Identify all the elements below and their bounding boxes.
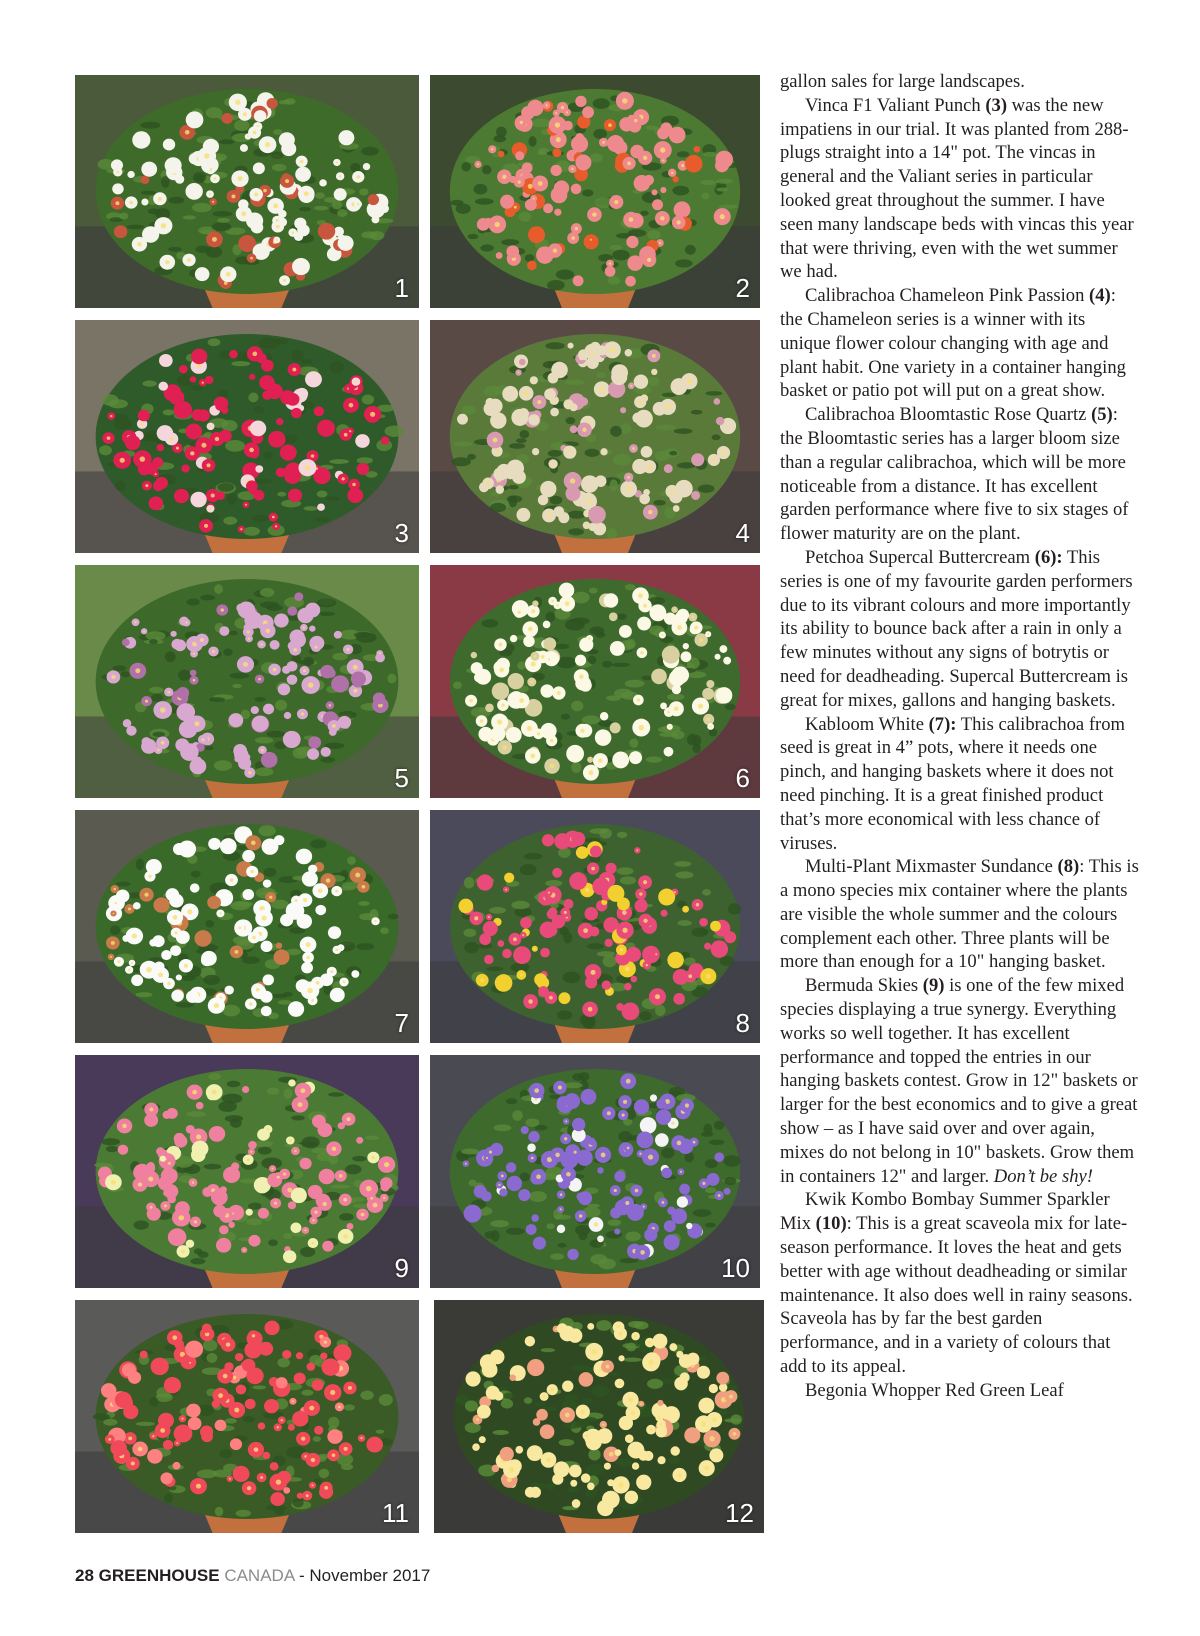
paragraph-text: Multi-Plant Mixmaster Sundance (805, 856, 1058, 878)
issue-date: November 2017 (309, 1566, 431, 1585)
flower-photo-image (75, 565, 419, 798)
photo-1 (75, 75, 419, 308)
paragraph-text: : This is a mono species mix container where the plants are visible the whole summer and the colours complement each other. Three plants will be more than enough for a 10" hanging basket. (780, 856, 1139, 973)
flower-photo-image (434, 1300, 764, 1533)
figure-ref: (5) (1091, 404, 1113, 426)
photo-12 (434, 1300, 764, 1533)
magazine-brand: GREENHOUSE (98, 1566, 220, 1585)
photo-number-label: 12 (725, 1498, 754, 1528)
paragraph-text: Kabloom White (805, 713, 929, 735)
photo-9 (75, 1055, 419, 1288)
photo-4 (430, 320, 760, 553)
photo-number-label: 4 (735, 518, 750, 548)
article-paragraph (780, 974, 1140, 1188)
flower-photo-image (430, 565, 760, 798)
page-number: 28 (75, 1566, 94, 1585)
photo-11 (75, 1300, 419, 1533)
figure-ref: (4) (1089, 285, 1111, 307)
article-paragraph (780, 1188, 1140, 1378)
photo-number-label: 8 (735, 1008, 750, 1038)
footer-separator: - (298, 1566, 305, 1585)
paragraph-text: Calibrachoa Chameleon Pink Passion (805, 285, 1090, 307)
paragraph-text: Bermuda Skies (805, 975, 923, 997)
photo-6 (430, 565, 760, 798)
flower-photo-image (75, 320, 419, 553)
paragraph-text: gallon sales for large landscapes. (780, 71, 1025, 92)
paragraph-text: was the new impatiens in our trial. It was planted from 288-plugs straight into a 14" pot. The vincas in general and the Valiant series in particular looked great throughout the summer. I have seen many landscape beds with vincas this year that were thriving, even with the wet summer we had. (780, 94, 1134, 283)
article-paragraph (780, 855, 1140, 974)
figure-ref: (8) (1057, 856, 1080, 878)
photo-5 (75, 565, 419, 798)
photo-number-label: 11 (382, 1498, 409, 1528)
photo-number-label: 3 (394, 518, 409, 548)
figure-ref: (6): (1034, 546, 1063, 568)
photo-number-label: 2 (735, 273, 750, 303)
paragraph-text: : the Bloomtastic series has a larger bloom size than a regular calibrachoa, which will be more noticeable from a distance. It has excellent garden performance where five to six stages of flower maturity are on the plant. (780, 404, 1129, 545)
article-paragraph (780, 1379, 1140, 1403)
photo-8 (430, 810, 760, 1043)
flower-photo-image (430, 320, 760, 553)
paragraph-text: is one of the few mixed species displaying a true synergy. Everything works so well together. It has excellent performance and topped the entries in our hanging baskets contest. Grow in 12" baskets or larger for the best economics and to give a great show – as I have said over and over again, mixes do not belong in 10" baskets. Grow them in containers 12" and larger. (780, 975, 1138, 1187)
paragraph-text: Petchoa Supercal Buttercream (805, 546, 1035, 568)
paragraph-text: This series is one of my favourite garden performers due to its vibrant colours and more importantly its ability to bounce back after a rain in only a few minutes without any signs of botrytis or need for deadheading. Supercal Buttercream is great for mixes, gallons and hanging baskets. (780, 546, 1133, 711)
article-paragraph (780, 546, 1140, 713)
paragraph-text: Calibrachoa Bloomtastic Rose Quartz (805, 404, 1092, 426)
paragraph-text: This calibrachoa from seed is great in 4” pots, where it needs one pinch, and hanging baskets where it does not need pinching. It is a great finished product that’s more economical with less chance of viruses. (780, 713, 1125, 854)
photo-number-label: 1 (394, 273, 409, 303)
article-paragraph (780, 284, 1140, 403)
figure-ref: (7): (928, 713, 957, 735)
flower-photo-image (430, 810, 760, 1043)
paragraph-text: : This is a great scaveola mix for late-season performance. It loves the heat and gets better with age without deadheading or similar maintenance. It also does well in rainy seasons. Scaveola has by far the best garden performance, and in a variety of colours that add to its appeal. (780, 1213, 1133, 1378)
emphasis-text: Don’t be shy! (993, 1165, 1093, 1187)
flower-photo-image (75, 810, 419, 1043)
photo-2 (430, 75, 760, 308)
flower-photo-image (75, 1055, 419, 1288)
paragraph-text: Kwik Kombo Bombay Summer Sparkler Mix (780, 1189, 1110, 1235)
photo-number-label: 6 (735, 763, 750, 793)
flower-photo-image (75, 1300, 419, 1533)
article-text (780, 70, 1140, 1403)
article-paragraph (780, 94, 1140, 284)
flower-photo-image (430, 75, 760, 308)
magazine-brand-suffix: CANADA (224, 1566, 295, 1585)
photo-number-label: 5 (394, 763, 409, 793)
photo-10 (430, 1055, 760, 1288)
paragraph-text: Vinca F1 Valiant Punch (805, 94, 986, 116)
figure-ref: (9) (922, 975, 945, 997)
photo-7 (75, 810, 419, 1043)
figure-ref: (3) (985, 94, 1008, 116)
article-paragraph (780, 713, 1140, 856)
article-paragraph (780, 403, 1140, 546)
flower-photo-image (75, 75, 419, 308)
photo-number-label: 7 (394, 1008, 409, 1038)
figure-ref: (10) (815, 1213, 847, 1235)
photo-3 (75, 320, 419, 553)
flower-photo-image (430, 1055, 760, 1288)
article-paragraph (780, 70, 1140, 94)
page-footer (75, 1566, 430, 1586)
paragraph-text: : the Chameleon series is a winner with its unique flower colour changing with age and plant habit. One variety in a container hanging basket or patio pot will put on a great show. (780, 285, 1126, 402)
photo-number-label: 9 (394, 1253, 409, 1283)
paragraph-text: Begonia Whopper Red Green Leaf (805, 1379, 1064, 1401)
photo-number-label: 10 (721, 1253, 750, 1283)
